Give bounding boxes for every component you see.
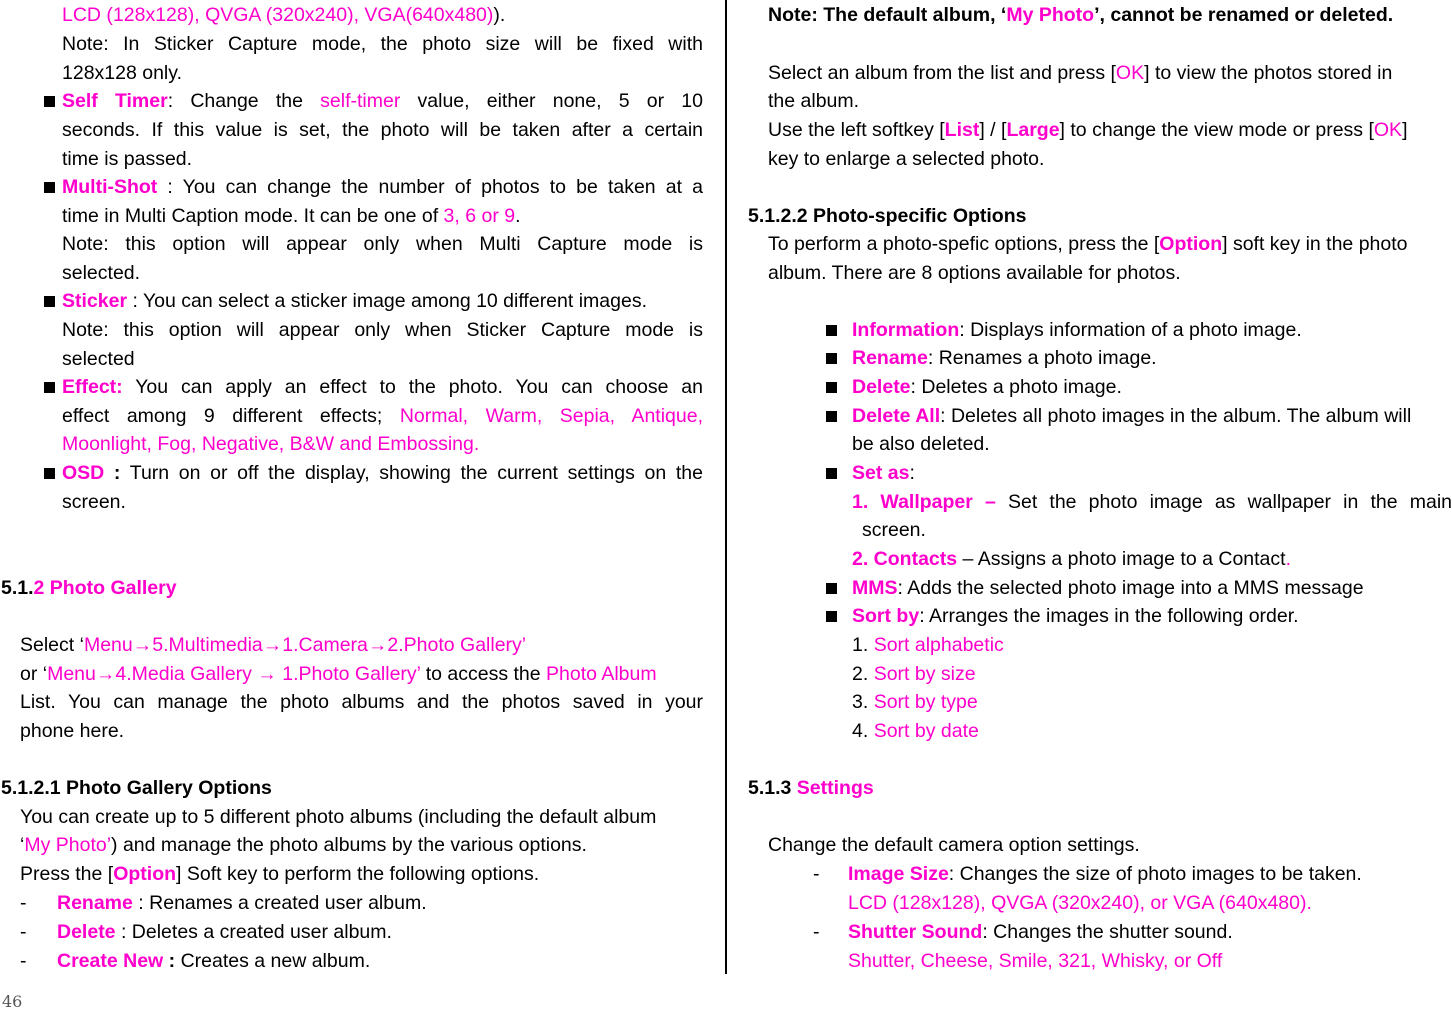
option-information: Information: Displays information of a photo image. xyxy=(852,319,1302,341)
sticker-item: Sticker : You can select a sticker image among 10 different images. xyxy=(62,290,647,312)
bullet-icon xyxy=(44,182,55,193)
multi-shot-item: Multi-Shot : You can change the number of photos to be taken at a xyxy=(62,176,703,198)
bullet-icon xyxy=(826,468,837,479)
bullet-icon xyxy=(826,325,837,336)
page-number: 46 xyxy=(2,992,23,1011)
dash-marker: - xyxy=(813,921,820,943)
perform-options-text: To perform a photo-spefic options, press the [Option] soft key in the photo xyxy=(768,233,1408,255)
bullet-icon xyxy=(44,382,55,393)
album-option-delete: Delete : Deletes a created user album. xyxy=(57,921,392,943)
option-delete-all-end: be also deleted. xyxy=(852,433,990,455)
option-delete-all: Delete All: Deletes all photo images in the album. The album will xyxy=(852,405,1412,427)
create-albums-text: You can create up to 5 different photo albums (including the default album xyxy=(20,806,657,828)
bullet-icon xyxy=(826,583,837,594)
sticker-note: Note: this option will appear only when Sticker Capture mode is xyxy=(62,319,703,341)
column-divider xyxy=(725,0,727,974)
bullet-icon xyxy=(826,411,837,422)
sort-option: 3. Sort by type xyxy=(852,691,978,713)
self-timer-desc: seconds. If this value is set, the photo will be taken after a certain xyxy=(62,119,703,141)
bullet-icon xyxy=(44,296,55,307)
osd-item: OSD : Turn on or off the display, showing the current settings on the xyxy=(62,462,703,484)
bullet-icon xyxy=(826,611,837,622)
sort-option: 2. Sort by size xyxy=(852,663,976,685)
self-timer-item: Self Timer: Change the self-timer value, either none, 5 or 10 xyxy=(62,90,703,112)
dash-marker: - xyxy=(813,863,820,885)
gallery-desc: List. You can manage the photo albums and the photos saved in your xyxy=(20,691,703,713)
set-as-wallpaper-end: screen. xyxy=(862,519,926,541)
setting-shutter-sound: Shutter Sound: Changes the shutter sound. xyxy=(848,921,1233,943)
effect-values: effect among 9 different effects; Normal, Warm, Sepia, Antique, xyxy=(62,405,704,427)
multi-shot-note: Note: this option will appear only when Multi Capture mode is xyxy=(62,233,703,255)
bullet-icon xyxy=(826,353,837,364)
sort-option: 1. Sort alphabetic xyxy=(852,634,1004,656)
section-heading-settings: 5.1.3 Settings xyxy=(748,777,874,799)
image-size-values: LCD (128x128), QVGA (320x240), VGA(640x480)). xyxy=(62,4,506,26)
setting-image-size: Image Size: Changes the size of photo images to be taken. xyxy=(848,863,1362,885)
album-option-rename: Rename : Renames a created user album. xyxy=(57,892,427,914)
option-rename: Rename: Renames a photo image. xyxy=(852,347,1157,369)
album-option-create-new: Create New : Creates a new album. xyxy=(57,950,371,972)
option-mms: MMS: Adds the selected photo image into a MMS message xyxy=(852,577,1364,599)
osd-desc-end: screen. xyxy=(62,491,126,513)
press-option-text: Press the [Option] Soft key to perform the following options. xyxy=(20,863,540,885)
shutter-sound-options: Shutter, Cheese, Smile, 321, Whisky, or Off xyxy=(848,950,1223,972)
create-albums-text-end: ‘My Photo’) and manage the photo albums by the various options. xyxy=(20,834,587,856)
gallery-desc-end: phone here. xyxy=(20,720,125,742)
set-as-wallpaper: 1. Wallpaper – Set the photo image as wallpaper in the main xyxy=(852,491,1452,513)
section-heading-gallery-options: 5.1.2.1 Photo Gallery Options xyxy=(1,777,272,799)
bullet-icon xyxy=(44,468,55,479)
effect-values-end: Moonlight, Fog, Negative, B&W and Embossing. xyxy=(62,433,480,455)
view-mode-text-end: key to enlarge a selected photo. xyxy=(768,148,1045,170)
bullet-icon xyxy=(826,382,837,393)
default-album-note: Note: The default album, ‘My Photo’, cannot be renamed or deleted. xyxy=(768,4,1394,26)
dash-marker: - xyxy=(20,892,27,914)
dash-marker: - xyxy=(20,921,27,943)
sort-option: 4. Sort by date xyxy=(852,720,979,742)
dash-marker: - xyxy=(20,950,27,972)
view-mode-text: Use the left softkey [List] / [Large] to change the view mode or press [OK] xyxy=(768,119,1408,141)
multi-shot-values: time in Multi Caption mode. It can be one of 3, 6 or 9. xyxy=(62,205,521,227)
section-heading-photo-options: 5.1.2.2 Photo-specific Options xyxy=(748,205,1027,227)
sticker-size-note-cont: 128x128 only. xyxy=(62,62,182,84)
menu-path-1: Select ‘Menu→5.Multimedia→1.Camera→2.Photo Gallery’ xyxy=(20,634,527,656)
option-sort-by: Sort by: Arranges the images in the following order. xyxy=(852,605,1299,627)
self-timer-desc-end: time is passed. xyxy=(62,148,193,170)
menu-path-2: or ‘Menu→4.Media Gallery → 1.Photo Gallery’ to access the Photo Album xyxy=(20,663,657,685)
option-set-as: Set as: xyxy=(852,462,915,484)
option-delete: Delete: Deletes a photo image. xyxy=(852,376,1122,398)
select-album-text-end: the album. xyxy=(768,90,860,112)
perform-options-text-end: album. There are 8 options available for photos. xyxy=(768,262,1181,284)
section-heading-photo-gallery: 5.1.2 Photo Gallery xyxy=(1,577,177,599)
bullet-icon xyxy=(44,96,55,107)
multi-shot-note-end: selected. xyxy=(62,262,141,284)
settings-intro: Change the default camera option settings. xyxy=(768,834,1140,856)
sticker-note-end: selected xyxy=(62,348,135,370)
set-as-contacts: 2. Contacts – Assigns a photo image to a Contact. xyxy=(852,548,1291,570)
effect-item: Effect: You can apply an effect to the photo. You can choose an xyxy=(62,376,703,398)
image-size-options: LCD (128x128), QVGA (320x240), or VGA (640x480). xyxy=(848,892,1312,914)
select-album-text: Select an album from the list and press [OK] to view the photos stored in xyxy=(768,62,1393,84)
sticker-size-note: Note: In Sticker Capture mode, the photo size will be fixed with xyxy=(62,33,703,55)
